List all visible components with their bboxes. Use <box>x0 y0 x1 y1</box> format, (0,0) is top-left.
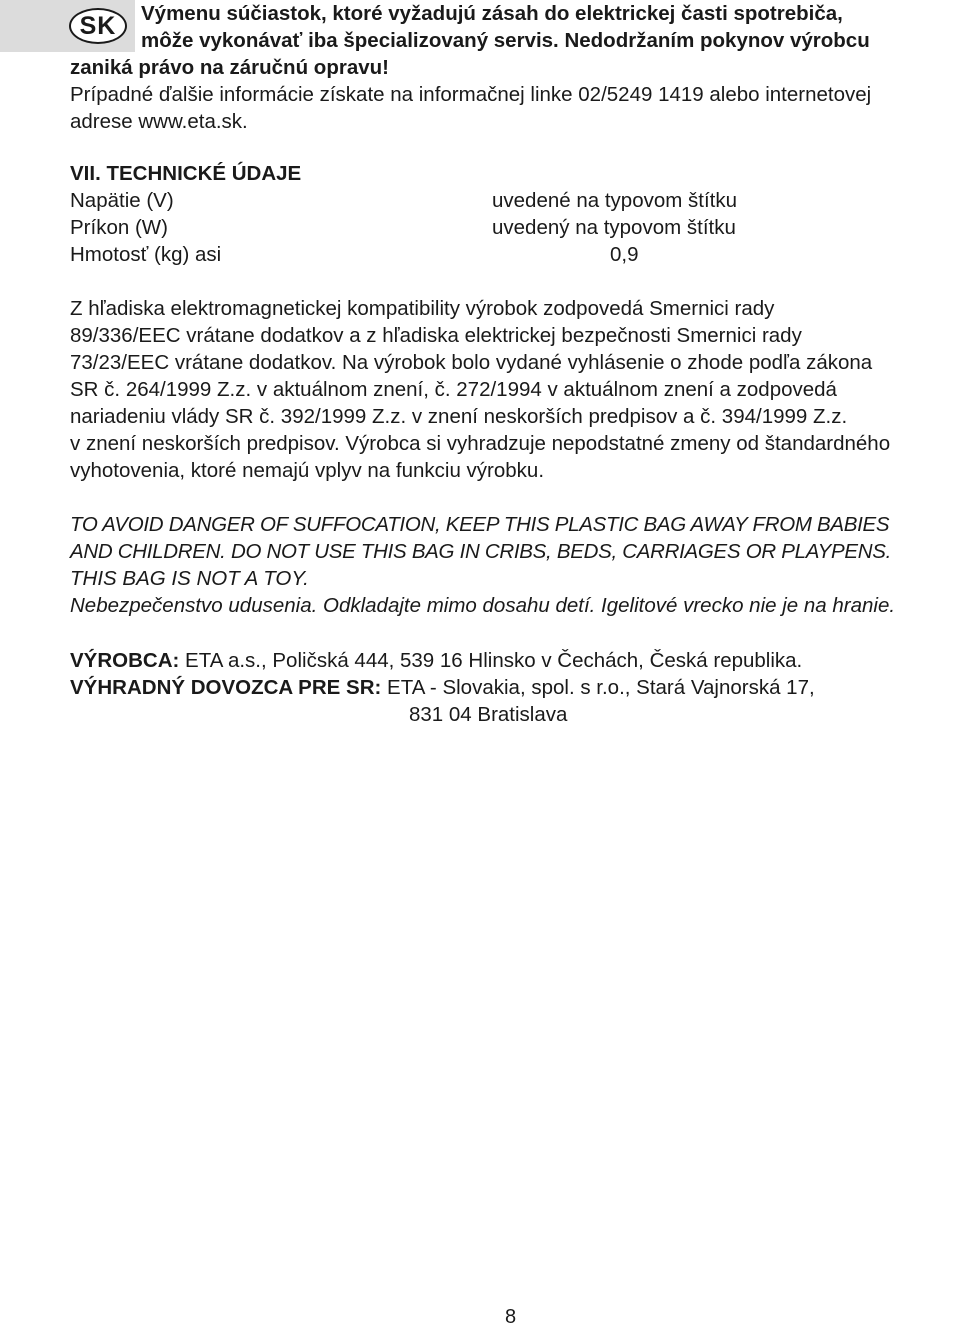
spec-label-voltage: Napätie (V) <box>70 189 174 212</box>
manufacturer-label: VÝROBCA: <box>70 649 180 672</box>
compliance-line-4: SR č. 264/1999 Z.z. v aktuálnom znení, č. 272/1994 v aktuálnom znení a zodpovedá <box>70 378 837 401</box>
technical-heading: VII. TECHNICKÉ ÚDAJE <box>70 162 302 185</box>
warning-line-1: Výmenu súčiastok, ktoré vyžadujú zásah do elektrickej časti spotrebiča, <box>141 2 843 25</box>
language-badge: SK <box>69 8 127 44</box>
spec-value-weight: 0,9 <box>610 243 639 266</box>
compliance-line-7: vyhotovenia, ktoré nemajú vplyv na funkciu výrobku. <box>70 459 545 482</box>
compliance-line-6: v znení neskorších predpisov. Výrobca si vyhradzuje nepodstatné zmeny od štandardného <box>70 432 891 455</box>
compliance-line-3: 73/23/EEC vrátane dodatkov. Na výrobok bolo vydané vyhlásenie o zhode podľa zákona <box>70 351 873 374</box>
bag-warning-line-2: AND CHILDREN. DO NOT USE THIS BAG IN CRIBS, BEDS, CARRIAGES OR PLAYPENS. <box>70 540 891 563</box>
importer-text: ETA - Slovakia, spol. s r.o., Stará Vajnorská 17, <box>381 676 815 699</box>
bag-warning-line-3: THIS BAG IS NOT A TOY. <box>70 567 309 590</box>
spec-value-power: uvedený na typovom štítku <box>492 216 736 239</box>
info-line-1: Prípadné ďalšie informácie získate na informačnej linke 02/5249 1419 alebo internetovej <box>70 83 872 106</box>
compliance-line-1: Z hľadiska elektromagnetickej kompatibility výrobok zodpovedá Smernici rady <box>70 297 775 320</box>
bag-warning-line-4: Nebezpečenstvo udusenia. Odkladajte mimo dosahu detí. Igelitové vrecko nie je na hranie. <box>70 594 896 617</box>
importer-line-2: 831 04 Bratislava <box>409 703 568 726</box>
info-line-2: adrese www.eta.sk. <box>70 110 248 133</box>
importer-label: VÝHRADNÝ DOVOZCA PRE SR: <box>70 676 382 699</box>
spec-label-weight: Hmotosť (kg) asi <box>70 243 222 266</box>
spec-value-voltage: uvedené na typovom štítku <box>492 189 738 212</box>
compliance-line-2: 89/336/EEC vrátane dodatkov a z hľadiska elektrickej bezpečnosti Smernici rady <box>70 324 802 347</box>
bag-warning-line-1: TO AVOID DANGER OF SUFFOCATION, KEEP THIS PLASTIC BAG AWAY FROM BABIES <box>70 513 890 536</box>
spec-label-power: Príkon (W) <box>70 216 168 239</box>
page-number: 8 <box>505 1306 517 1328</box>
compliance-line-5: nariadeniu vlády SR č. 392/1999 Z.z. v znení neskorších predpisov a č. 394/1999 Z.z. <box>70 405 848 428</box>
warning-line-3: zaniká právo na záručnú opravu! <box>70 56 389 79</box>
language-tab <box>0 0 135 52</box>
importer-line <box>70 674 815 701</box>
manufacturer-text: ETA a.s., Poličská 444, 539 16 Hlinsko v Čechách, Česká republika. <box>179 649 803 672</box>
warning-line-2: môže vykonávať iba špecializovaný servis. Nedodržaním pokynov výrobcu <box>141 29 870 52</box>
manufacturer-line <box>70 647 802 674</box>
